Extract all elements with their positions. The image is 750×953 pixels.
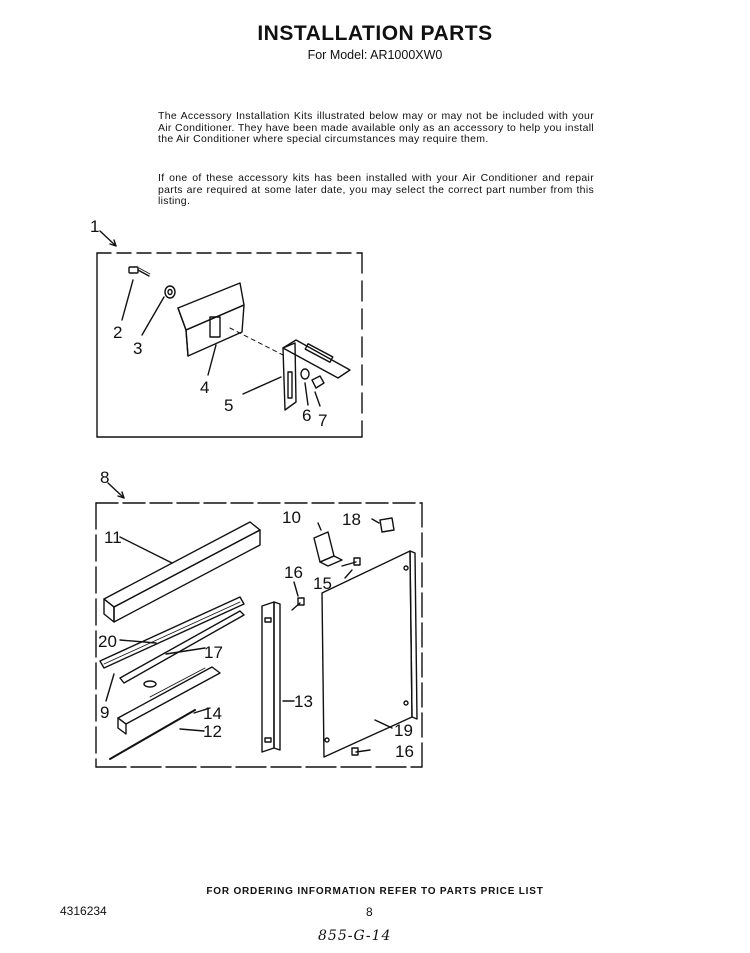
- pad-part: [380, 518, 394, 532]
- callout-20: 20: [98, 632, 117, 651]
- callout-11: 11: [104, 528, 122, 547]
- callout-13: 13: [294, 692, 313, 711]
- callout-7: 7: [318, 411, 328, 430]
- callout-17: 17: [204, 643, 223, 662]
- strip-part: [110, 710, 195, 759]
- callout-16-upper: 16: [284, 563, 303, 582]
- callout-4: 4: [200, 378, 210, 397]
- intro-paragraph-2: If one of these accessory kits has been installed with your Air Conditioner and repair parts are required at some later date, you may select the correct part number from this listing.: [158, 172, 594, 207]
- page-number: 8: [366, 905, 373, 919]
- callout-16-lower: 16: [395, 742, 414, 761]
- small-bracket-part: [314, 532, 342, 566]
- kit-1-leader: [100, 231, 116, 246]
- model-subtitle: For Model: AR1000XW0: [307, 48, 443, 62]
- intro-paragraph-1: The Accessory Installation Kits illustrated below may or may not be included with your Air Conditioner. They have been made available only as an accessory to help you install the Air Conditioner where special circumstances may require them.: [158, 110, 594, 145]
- page-title: INSTALLATION PARTS: [257, 22, 493, 45]
- lock-washer-part: [301, 369, 309, 379]
- callout-19: 19: [394, 721, 413, 740]
- callout-kit-1: 1: [90, 217, 100, 236]
- kit-8-leader: [108, 483, 124, 498]
- l-bracket-part: [283, 340, 350, 410]
- thin-rail-part: [120, 611, 244, 683]
- washer-part: [165, 286, 175, 298]
- callout-5: 5: [224, 396, 234, 415]
- kit-8-diagram: [96, 483, 422, 767]
- cover-bracket-part: [178, 283, 244, 356]
- screw-part: [292, 598, 304, 610]
- ordering-note: FOR ORDERING INFORMATION REFER TO PARTS PRICE LIST: [206, 886, 544, 897]
- screw-part: [352, 748, 370, 755]
- callout-12: 12: [203, 722, 222, 741]
- callout-3: 3: [133, 339, 143, 358]
- callout-14: 14: [203, 704, 222, 723]
- callout-9: 9: [100, 703, 110, 722]
- callout-15: 15: [313, 574, 332, 593]
- screw-part: [342, 558, 360, 566]
- callout-10: 10: [282, 508, 301, 527]
- callout-6: 6: [302, 406, 312, 425]
- document-number: 4316234: [60, 904, 107, 918]
- callout-kit-8: 8: [100, 468, 110, 487]
- handwritten-note: 855-G-14: [318, 928, 392, 944]
- screw-part: [129, 267, 150, 276]
- callout-18: 18: [342, 510, 361, 529]
- callout-2: 2: [113, 323, 123, 342]
- vertical-channel-part: [262, 602, 280, 752]
- nut-part: [312, 376, 324, 388]
